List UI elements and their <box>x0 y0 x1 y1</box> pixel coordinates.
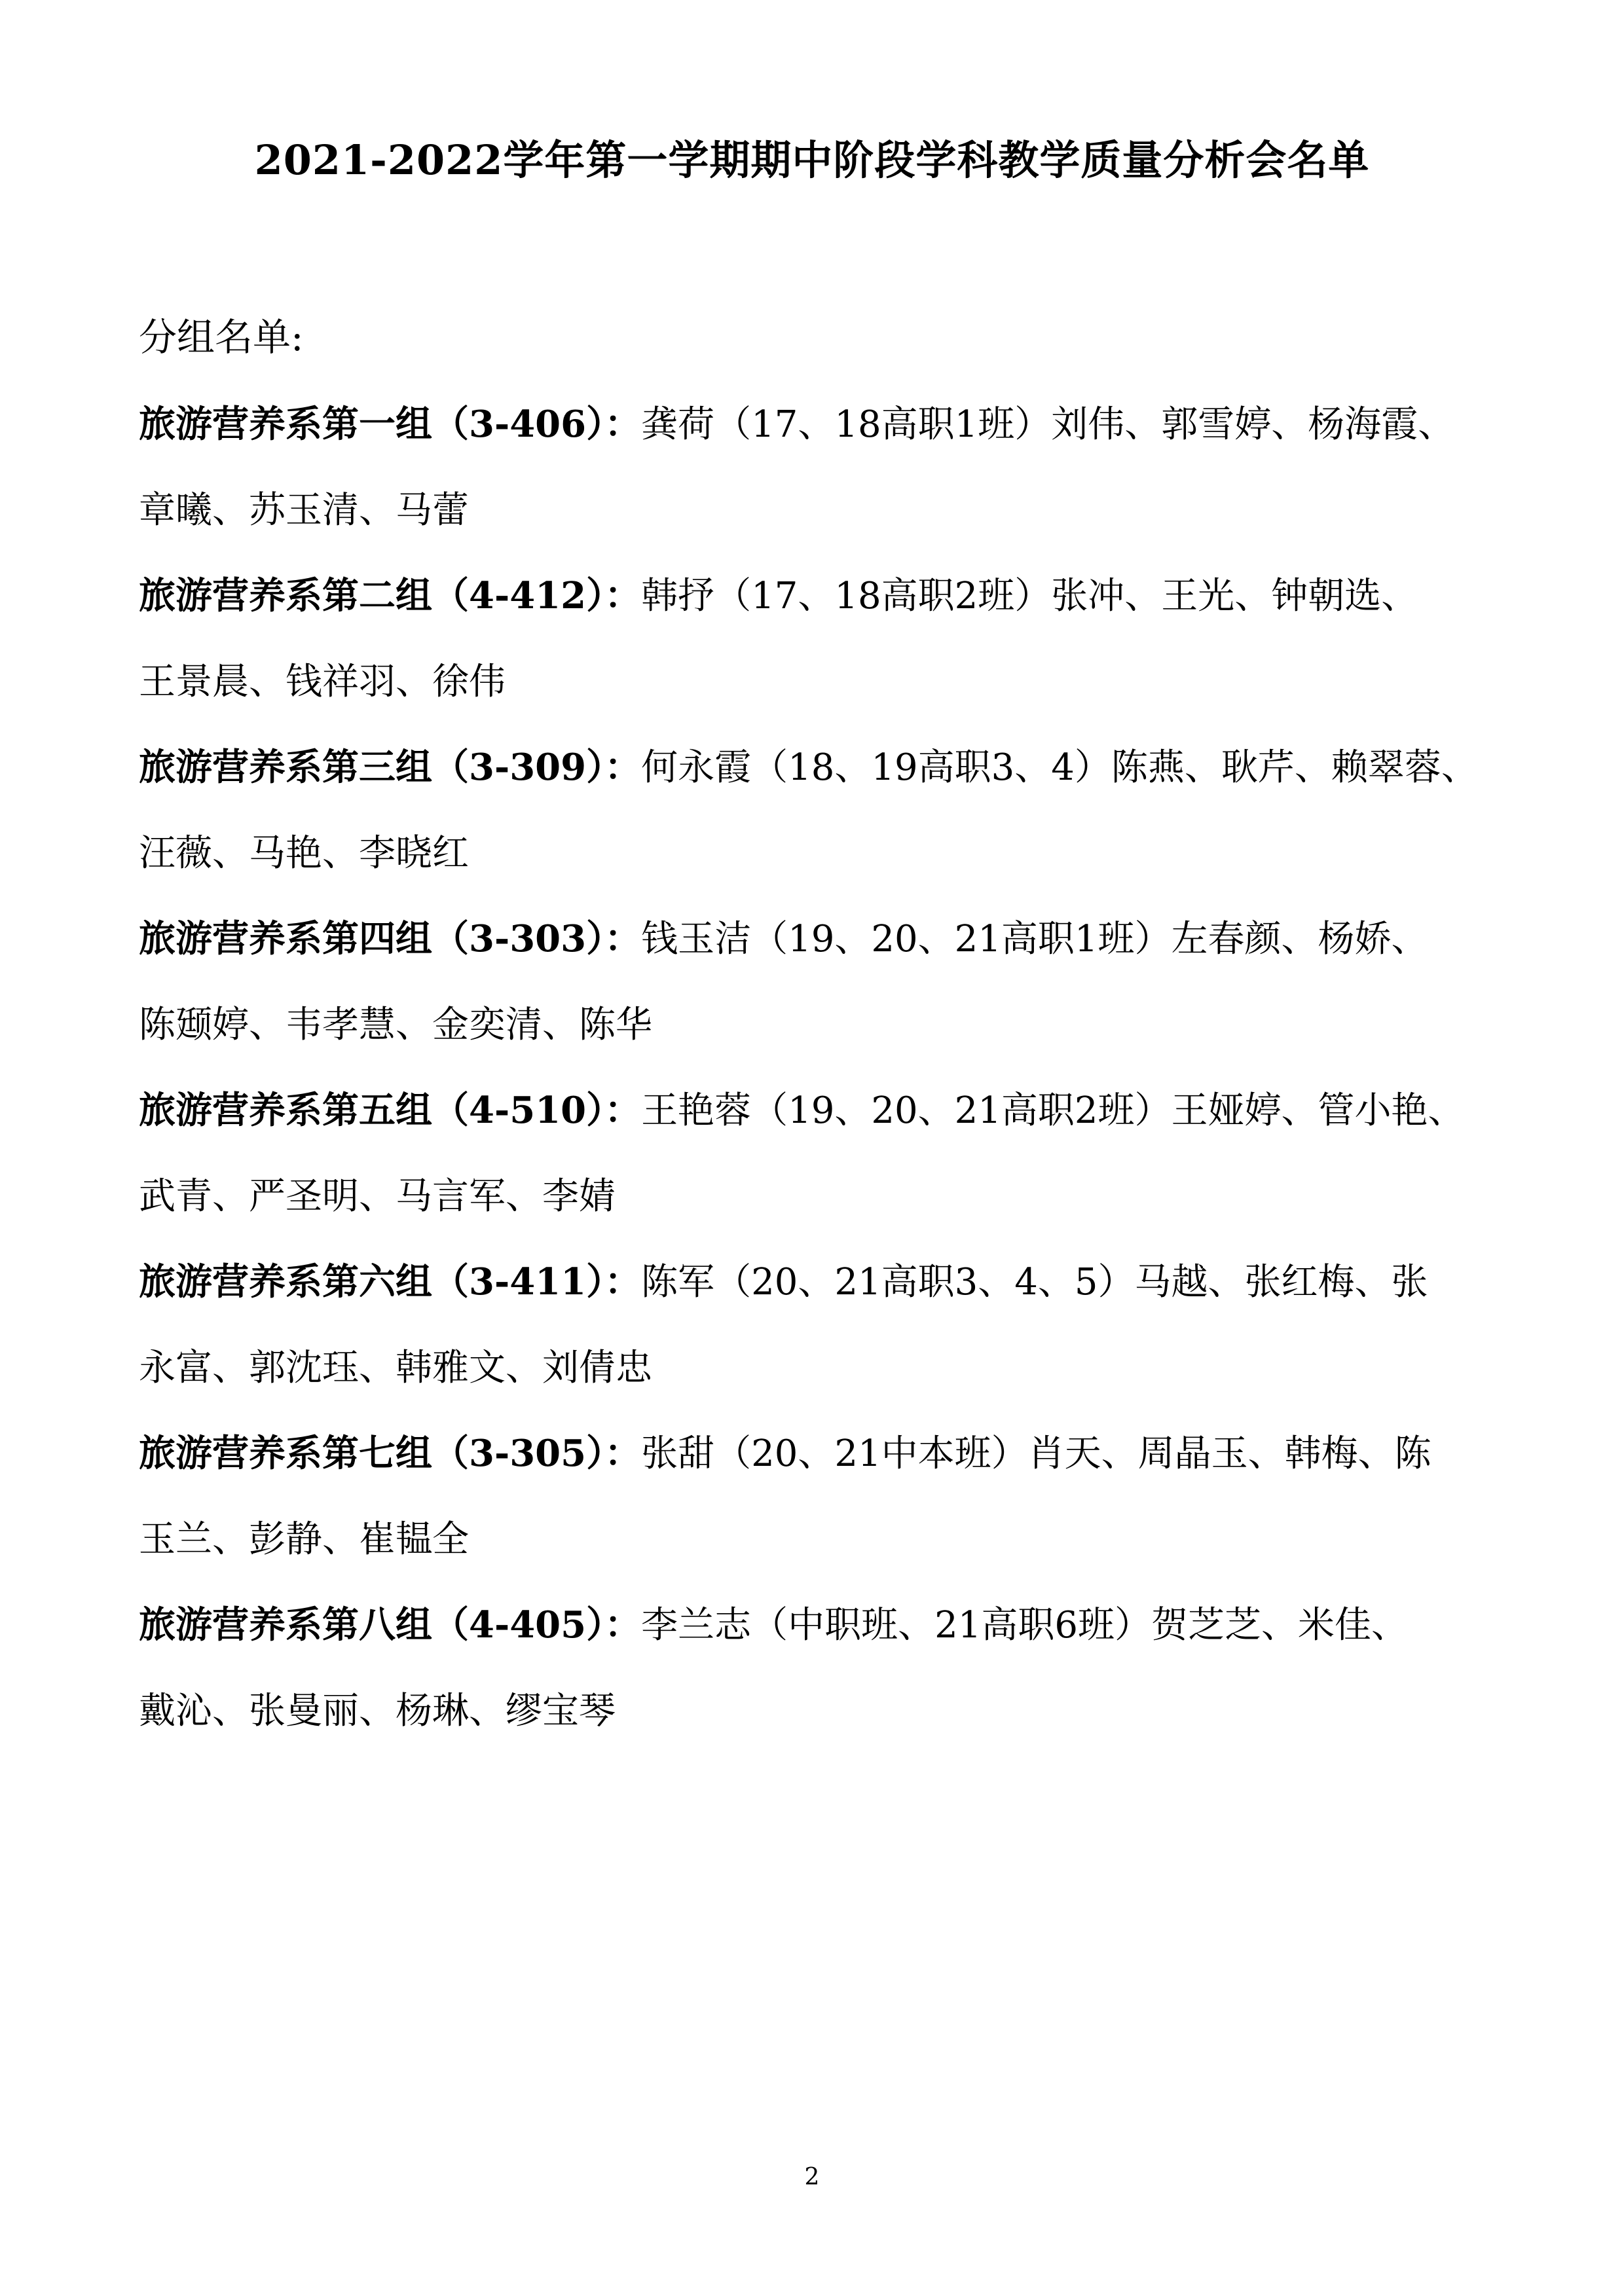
group-entry-3 <box>139 725 1494 896</box>
group-members: 李兰志（中职班、21高职6班）贺芝芝、米佳、 <box>641 1604 1408 1647</box>
group-entry-first-line <box>139 1582 1494 1668</box>
group-entry-first-line <box>139 553 1494 639</box>
group-members-continued: 戴沁、张曼丽、杨琳、缪宝琴 <box>139 1690 616 1732</box>
group-entry-first-line <box>139 382 1494 467</box>
group-members-continued: 章曦、苏玉清、马蕾 <box>139 489 469 532</box>
group-name: 旅游营养系第三组（3-309）： <box>139 746 642 789</box>
group-entry-5 <box>139 1068 1494 1239</box>
group-members: 韩抒（17、18高职2班）张冲、王光、钟朝选、 <box>641 575 1418 617</box>
group-members-continued: 汪薇、马艳、李晓红 <box>139 832 469 875</box>
group-members: 龚荷（17、18高职1班）刘伟、郭雪婷、杨海霞、 <box>641 403 1455 446</box>
group-name: 旅游营养系第八组（4-405）： <box>139 1603 642 1647</box>
group-members-continued: 武青、严圣明、马言军、李婧 <box>139 1175 616 1218</box>
group-list <box>139 382 1494 1754</box>
group-entry-first-line <box>139 1239 1494 1325</box>
group-name: 旅游营养系第四组（3-303）： <box>139 917 642 960</box>
group-name: 旅游营养系第六组（3-411）： <box>139 1260 642 1303</box>
group-entry-6 <box>139 1239 1494 1411</box>
group-entry-1 <box>139 382 1494 553</box>
group-members-continued: 永富、郭沈珏、韩雅文、刘倩忠 <box>139 1347 652 1389</box>
group-entry-4 <box>139 896 1494 1068</box>
group-members: 何永霞（18、19高职3、4）陈燕、耿芹、赖翠蓉、 <box>641 746 1478 789</box>
group-members: 王艳蓉（19、20、21高职2班）王娅婷、管小艳、 <box>641 1089 1465 1132</box>
group-list-heading: 分组名单: <box>139 315 304 359</box>
group-members: 陈军（20、21高职3、4、5）马越、张红梅、张 <box>641 1261 1428 1303</box>
group-entry-first-line <box>139 896 1494 982</box>
group-name: 旅游营养系第七组（3-305）： <box>139 1432 642 1475</box>
document-title: 2021-2022学年第一学期期中阶段学科教学质量分析会名单 <box>254 136 1370 184</box>
group-name: 旅游营养系第二组（4-412）： <box>139 574 642 617</box>
page-number: 2 <box>804 2164 820 2191</box>
group-name: 旅游营养系第五组（4-510）： <box>139 1089 642 1132</box>
group-name: 旅游营养系第一组（3-406）： <box>139 403 642 446</box>
group-entry-first-line <box>139 1411 1494 1497</box>
group-entry-first-line <box>139 1068 1494 1154</box>
group-entry-8 <box>139 1582 1494 1754</box>
group-entry-2 <box>139 553 1494 725</box>
group-members-continued: 陈颋婷、韦孝慧、金奕清、陈华 <box>139 1004 652 1046</box>
group-members: 钱玉洁（19、20、21高职1班）左春颜、杨娇、 <box>641 918 1428 960</box>
group-members: 张甜（20、21中本班）肖天、周晶玉、韩梅、陈 <box>641 1432 1431 1475</box>
group-members-continued: 王景晨、钱祥羽、徐伟 <box>139 661 506 703</box>
group-entry-first-line <box>139 725 1494 811</box>
group-entry-7 <box>139 1411 1494 1582</box>
group-members-continued: 玉兰、彭静、崔韫全 <box>139 1518 469 1561</box>
